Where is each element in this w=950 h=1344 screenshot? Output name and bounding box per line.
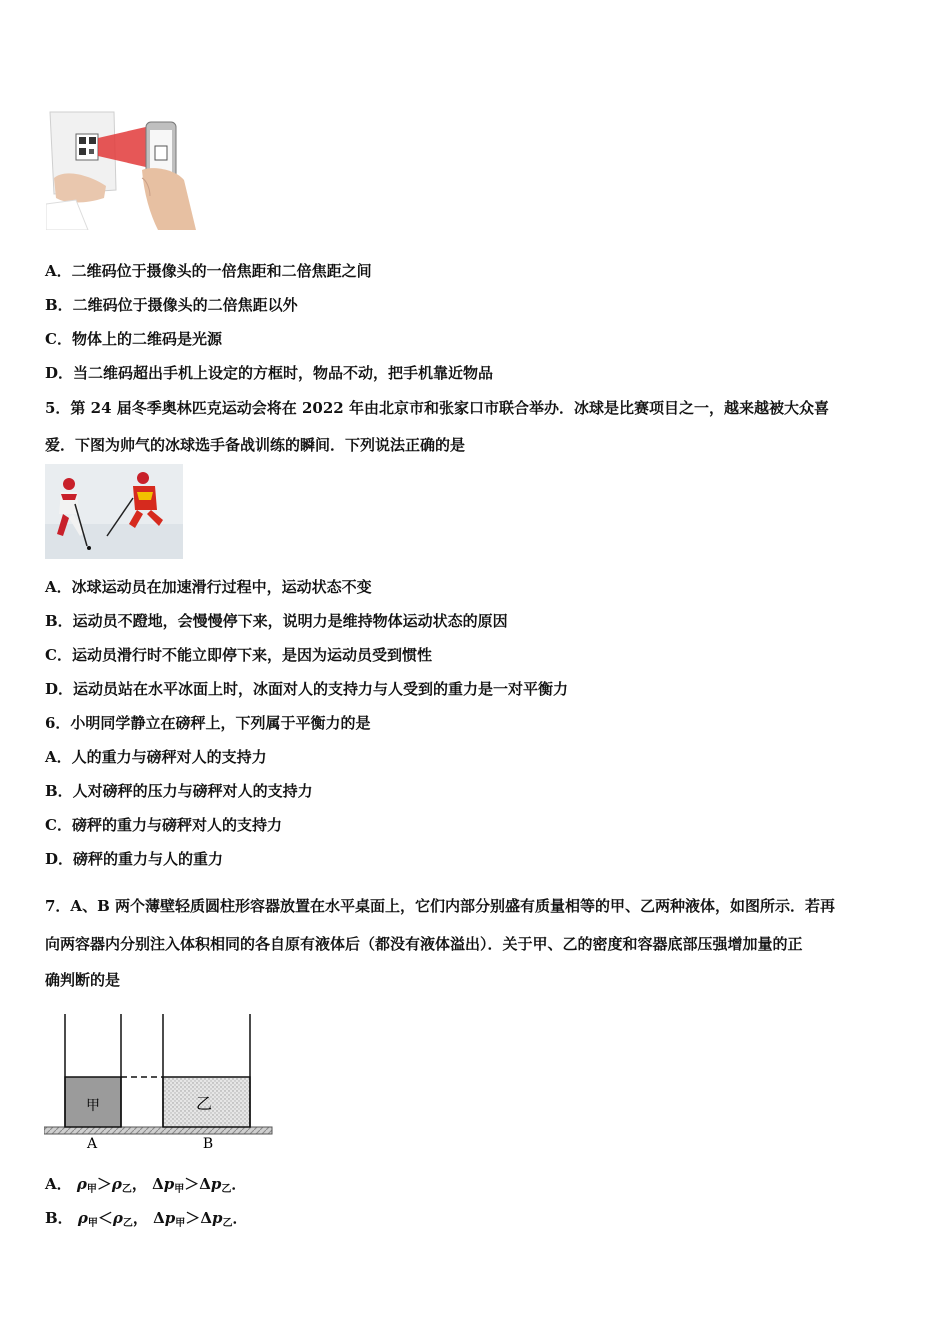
q6-option-b: B．人对磅秤的压力与磅秤对人的支持力	[45, 782, 313, 800]
containers-diagram	[44, 1010, 276, 1158]
q5-option-a: A．冰球运动员在加速滑行过程中，运动状态不变	[45, 578, 372, 596]
q7-stem-line3: 确判断的是	[45, 971, 121, 989]
q6-option-a: A．人的重力与磅秤对人的支持力	[45, 748, 267, 766]
q5-stem-line2: 爱．下图为帅气的冰球选手备战训练的瞬间．下列说法正确的是	[45, 436, 466, 454]
label-jia: 甲	[86, 1098, 100, 1114]
q7-stem-line1: 7．A、B 两个薄壁轻质圆柱形容器放置在水平桌面上，它们内部分别盛有质量相等的甲、乙两种液体，如图所示．若再	[45, 897, 835, 915]
label-b: B	[202, 1136, 214, 1152]
q4-option-b: B．二维码位于摄像头的二倍焦距以外	[45, 296, 298, 314]
q6-stem: 6．小明同学静立在磅秤上，下列属于平衡力的是	[45, 714, 371, 732]
q5-option-b: B．运动员不蹬地，会慢慢停下来，说明力是维持物体运动状态的原因	[45, 612, 508, 630]
label-a: A	[86, 1136, 98, 1152]
q6-option-c: C．磅秤的重力与磅秤对人的支持力	[45, 816, 282, 834]
q7-option-b: B． $\rho_甲<\rho_乙$， $\Delta p_甲>\Delta p_乙$．	[45, 1209, 248, 1229]
q7-option-a: A． $\rho_甲>\rho_乙$， $\Delta p_甲>\Delta p_乙$．	[45, 1175, 247, 1195]
q4-option-a: A．二维码位于摄像头的一倍焦距和二倍焦距之间	[45, 262, 372, 280]
label-yi: 乙	[195, 1094, 213, 1113]
q5-option-d: D．运动员站在水平冰面上时，冰面对人的支持力与人受到的重力是一对平衡力	[45, 680, 569, 698]
q5-stem-line1: 5．第 24 届冬季奥林匹克运动会将在 2022 年由北京市和张家口市联合举办．冰球是比赛项目之一，越来越被大众喜	[45, 399, 829, 417]
q4-option-d: D．当二维码超出手机上设定的方框时，物品不动，把手机靠近物品	[45, 364, 494, 382]
q4-option-c: C．物体上的二维码是光源	[45, 330, 222, 348]
q5-option-c: C．运动员滑行时不能立即停下来，是因为运动员受到惯性	[45, 646, 432, 664]
table-surface	[44, 1127, 272, 1134]
ice-hockey-photo	[45, 464, 183, 559]
q6-option-d: D．磅秤的重力与人的重力	[45, 850, 224, 868]
qr-scan-photo	[46, 108, 202, 230]
q7-stem-line2: 向两容器内分别注入体积相同的各自原有液体后（都没有液体溢出）．关于甲、乙的密度和容器底部压强增加量的正	[45, 935, 803, 953]
